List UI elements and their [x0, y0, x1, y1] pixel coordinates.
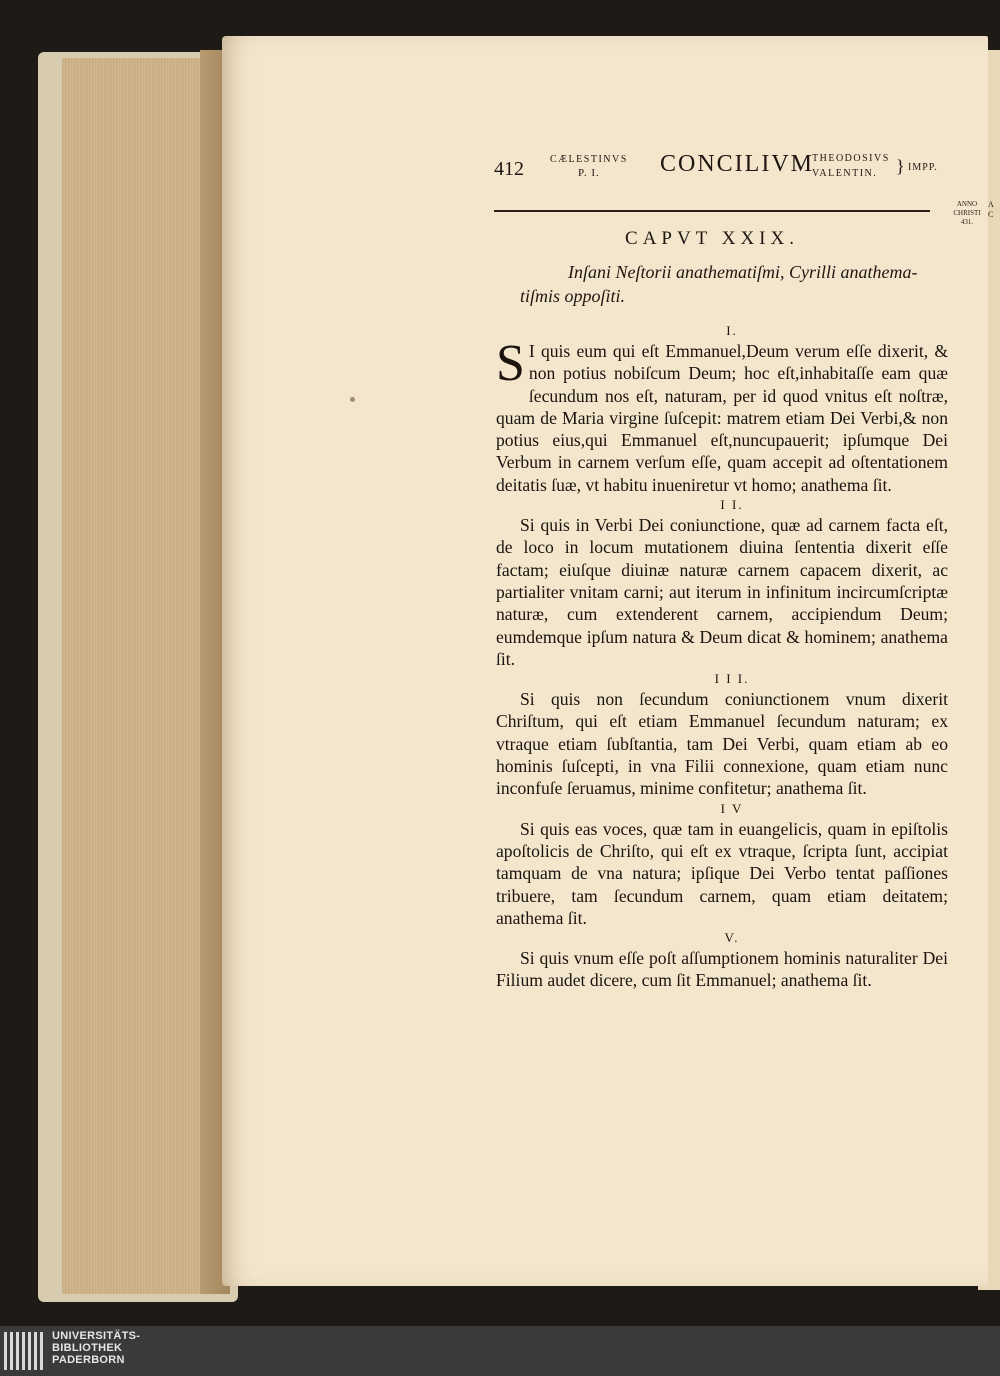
margin-year-note	[952, 200, 982, 227]
section-number: I I.	[720, 497, 744, 513]
section-text-5: Si quis vnum eſſe poſt aſſumptionem hominis naturaliter Dei Filium audet dicere, cum ſit Emmanuel; anathema ſit.	[496, 948, 948, 991]
section-text-3: Si quis non ſecundum coniunctionem vnum dixerit Chriſtum, qui eſt etiam Emmanuel ſecundum naturam; ex vtraque etiam ſubſtantia, tam Dei Verbi, quam etiam ab eo hominis ſuſcepti, in vna Filii connexione, quam etiam nunc inconfuſe ſeruamus, minime confitetur; anathema ſit.	[496, 689, 948, 799]
margin-anno: ANNO	[956, 200, 978, 208]
header-emperor-1: THEODOSIVS	[812, 153, 890, 164]
chapter-heading: CAPVT XXIX.	[625, 228, 799, 249]
section-text	[496, 335, 948, 496]
chapter-subtitle: Inſani Neſtorii anathematiſmi, Cyrilli anathema-tiſmis oppoſiti.	[520, 262, 918, 306]
library-name-line-1: UNIVERSITÄTS-	[52, 1330, 141, 1342]
section-text-4: Si quis eas voces, quæ tam in euangelicis, quam in epiſtolis apoſtolicis de Chriſto, qui eſt ex vtraque, ſcripta ſunt, accipiat tamquam de vna natura; ipſique Dei Verbo tentat paſſiones tribuere, tam ſecundum carnem, quam etiam deitatem; anathema ſit.	[496, 818, 948, 928]
page-number: 412	[494, 158, 524, 180]
page-edges	[62, 58, 222, 1294]
library-name-line-3: PADERBORN	[52, 1354, 125, 1366]
header-rule	[494, 210, 930, 212]
section-number: V.	[724, 930, 740, 946]
margin-christi: CHRISTI	[953, 209, 981, 217]
section-text-2: Si quis in Verbi Dei coniunctione, quæ ad carnem facta eſt, de loco in locum mutationem diuina ſententia dixerit eſſe factam; eiuſque diuinæ naturæ carnem capacem dixerit, ac partialiter vnitam carni; aut iterum in infinitum incircumſcriptæ naturæ, cum extenderent carnem, accipiendum Deum; eumdemque ipſum natura & Deum dicat & hominem; anathema ſit.	[496, 515, 948, 669]
drop-capital: S	[496, 335, 525, 392]
header-impp: IMPP.	[908, 162, 938, 173]
header-emperor-2: VALENTIN.	[812, 168, 878, 179]
facing-letter-c: C	[988, 210, 994, 219]
header-pope: CÆLESTINVS	[550, 154, 628, 165]
header-brace: }	[896, 156, 905, 176]
facing-letter-a: A	[988, 200, 994, 209]
section-text-1: I quis eum qui eſt Emmanuel,Deum verum eſſe dixerit, & non potius nobiſcum Deum; hoc eſt,inhabitaſſe eam quæ ſecundum nos eſt, naturam, per id quod vnitus eſt noſtræ, quam de Maria virgine ſuſcepit: matrem etiam Dei Verbi,& non potius eius,qui Emmanuel eſt,nuncupauerit; ipſumque Dei Verbum in carnem verſum eſſe, quam accepit ad oſtentationem deitatis ſuæ, vt habitu inueniretur vt homo; anathema ſit.	[496, 341, 948, 495]
header-title: CONCILIVM	[660, 151, 814, 177]
library-name	[52, 1330, 140, 1366]
library-name-line-2: BIBLIOTHEK	[52, 1342, 123, 1354]
margin-year: 431.	[960, 218, 974, 226]
paper-spot	[350, 397, 355, 402]
facing-page-margin	[988, 200, 994, 220]
section-number: I.	[726, 323, 738, 338]
header-pope-number: P. I.	[578, 167, 600, 179]
chapter-body	[496, 322, 948, 992]
section-number: I V	[720, 800, 744, 816]
section-number: I I I.	[714, 671, 750, 687]
library-logo-icon	[4, 1332, 44, 1370]
library-footer	[0, 1326, 1000, 1376]
